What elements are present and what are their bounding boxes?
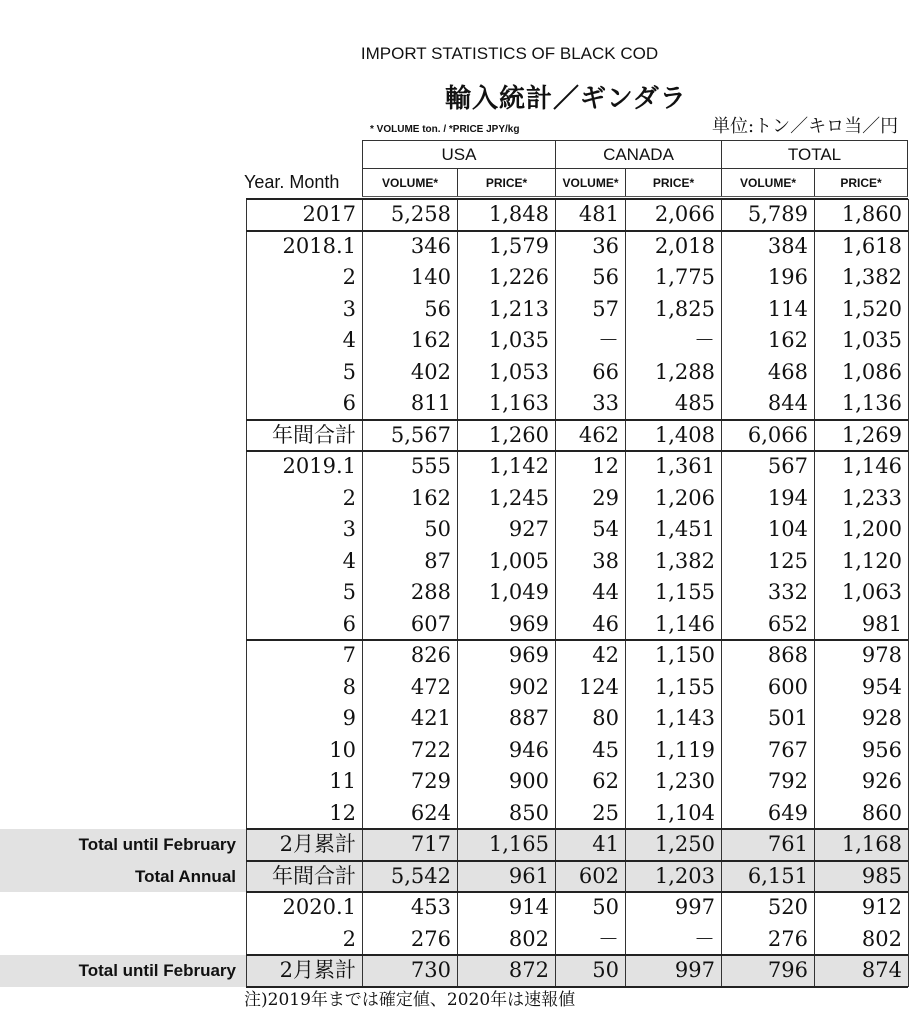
table-cell: 1,775 [654,265,715,289]
row-label: 7 [342,643,356,667]
table-cell: 914 [508,895,549,919]
table-cell: 421 [410,706,451,730]
row-label: 6 [342,611,356,636]
subheader-usa-price: PRICE* [457,168,555,196]
table-cell: 969 [508,643,549,667]
table-cell: － [694,926,715,951]
row-label: 2月累計 [279,832,356,856]
section-divider [246,954,908,956]
grid-line [625,199,626,987]
table-cell: 50 [424,517,451,541]
row-label: 8 [342,674,356,699]
table-cell: 276 [410,926,451,951]
units-japanese: 単位:トン／キロ当／円 [712,116,899,137]
table-cell: 900 [508,769,549,793]
table-cell: 652 [767,611,808,636]
table-cell: 1,200 [841,517,902,541]
table-cell: 162 [410,328,451,352]
grid-line [908,199,909,987]
table-cell: 2,066 [654,202,715,226]
table-cell: － [598,328,619,352]
row-label: 2 [342,926,356,951]
table-cell: 25 [592,800,619,825]
table-cell: 956 [861,737,902,762]
row-label: 12 [329,800,356,825]
grid-line [362,199,363,987]
table-cell: 12 [592,454,619,478]
table-cell: 850 [508,800,549,825]
table-cell: 1,136 [841,391,902,415]
row-label: 5 [342,359,356,384]
table-cell: 44 [592,580,619,604]
table-cell: 481 [578,202,619,226]
table-cell: 730 [410,958,451,982]
group-header-usa: USA [362,140,555,168]
table-cell: 42 [592,643,619,667]
table-cell: 1,168 [841,832,902,856]
table-cell: 6,066 [747,422,808,447]
side-label: Total until February [78,961,236,980]
table-cell: 928 [861,706,902,730]
table-cell: 1,408 [654,422,715,447]
table-cell: 196 [767,265,808,289]
table-cell: 194 [767,485,808,510]
table-cell: 1,146 [654,611,715,636]
row-label: 年間合計 [272,422,356,447]
table-cell: 125 [767,548,808,573]
row-label: 2 [342,265,356,289]
row-label: 6 [342,391,356,415]
table-cell: 981 [861,611,902,636]
title-english: IMPORT STATISTICS OF BLACK COD [360,44,659,63]
table-cell: 45 [592,737,619,762]
section-divider [246,198,908,200]
table-cell: 1,063 [841,580,902,604]
grid-line [457,199,458,987]
table-cell: 1,245 [488,485,549,510]
table-cell: 802 [508,926,549,951]
row-label: 11 [329,769,356,793]
subheader-total-volume: VOLUME* [721,168,814,196]
table-cell: 1,005 [488,548,549,573]
section-divider [246,230,908,232]
table-cell: 1,035 [488,328,549,352]
table-cell: 1,155 [654,674,715,699]
table-cell: 717 [410,832,451,856]
row-label: 2019.1 [282,454,356,478]
row-label: 10 [329,737,356,762]
table-cell: － [694,328,715,352]
table-cell: 1,250 [654,832,715,856]
header-divider [362,196,908,197]
table-cell: 5,258 [390,202,451,226]
table-cell: 978 [861,643,902,667]
table-cell: 1,579 [488,233,549,258]
table-cell: 140 [410,265,451,289]
table-cell: 1,269 [841,422,902,447]
table-cell: 868 [767,643,808,667]
table-cell: 5,567 [390,422,451,447]
grid-line [721,199,722,987]
table-cell: 104 [767,517,808,541]
table-cell: 802 [861,926,902,951]
table-cell: 6,151 [747,863,808,888]
section-divider [246,828,908,830]
table-cell: 1,053 [488,359,549,384]
row-label: 9 [342,706,356,730]
table-cell: 54 [592,517,619,541]
units-note: * VOLUME ton. / *PRICE JPY/kg [370,124,520,135]
table-cell: 5,542 [390,863,451,888]
table-cell: 1,825 [654,296,715,321]
table-cell: 767 [767,737,808,762]
table-cell: 1,451 [654,517,715,541]
table-cell: 384 [767,233,808,258]
row-label: 2 [342,485,356,510]
table-cell: 761 [767,832,808,856]
table-cell: 41 [592,832,619,856]
table-cell: 927 [508,517,549,541]
table-cell: 946 [508,737,549,762]
table-cell: － [598,926,619,951]
row-label: 3 [342,296,356,321]
table-cell: 80 [592,706,619,730]
section-divider [246,450,908,452]
table-cell: 1,860 [841,202,902,226]
table-cell: 600 [767,674,808,699]
table-cell: 1,150 [654,643,715,667]
table-cell: 1,104 [654,800,715,825]
table-cell: 985 [861,863,902,888]
table-cell: 811 [410,391,451,415]
table-cell: 46 [592,611,619,636]
table-cell: 729 [410,769,451,793]
grid-line [555,199,556,987]
table-cell: 1,165 [488,832,549,856]
table-cell: 50 [592,958,619,982]
table-cell: 567 [767,454,808,478]
table-cell: 1,155 [654,580,715,604]
table-cell: 1,260 [488,422,549,447]
table-cell: 2,018 [654,233,715,258]
table-cell: 954 [861,674,902,699]
table-cell: 887 [508,706,549,730]
table-cell: 33 [592,391,619,415]
table-cell: 5,789 [747,202,808,226]
table-cell: 624 [410,800,451,825]
table-cell: 57 [592,296,619,321]
table-cell: 796 [767,958,808,982]
table-cell: 860 [861,800,902,825]
table-cell: 485 [674,391,715,415]
table-cell: 1,142 [488,454,549,478]
side-label: Total Annual [134,866,236,886]
table-cell: 1,233 [841,485,902,510]
table-cell: 87 [424,548,451,573]
row-label: 2020.1 [282,895,356,919]
table-cell: 555 [410,454,451,478]
group-header-total: TOTAL [721,140,908,168]
table-cell: 872 [508,958,549,982]
subheader-canada-price: PRICE* [625,168,721,196]
table-cell: 902 [508,674,549,699]
table-cell: 38 [592,548,619,573]
table-cell: 56 [424,296,451,321]
row-label: 3 [342,517,356,541]
year-month-label: Year. Month [244,172,340,192]
table-cell: 1,035 [841,328,902,352]
table-cell: 472 [410,674,451,699]
table-cell: 62 [592,769,619,793]
table-cell: 602 [578,863,619,888]
grid-line [814,199,815,987]
table-cell: 114 [767,296,808,321]
table-cell: 1,120 [841,548,902,573]
table-cell: 1,119 [654,737,715,762]
table-cell: 844 [767,391,808,415]
row-label: 2017 [302,202,356,226]
section-divider [246,419,908,421]
table-cell: 1,382 [654,548,715,573]
table-cell: 1,618 [841,233,902,258]
table-cell: 1,230 [654,769,715,793]
table-cell: 332 [767,580,808,604]
table-cell: 29 [592,485,619,510]
side-label: Total until February [78,835,236,854]
table-cell: 1,203 [654,863,715,888]
table-cell: 276 [767,926,808,951]
subheader-usa-volume: VOLUME* [362,168,457,196]
table-cell: 826 [410,643,451,667]
row-label: 2月累計 [279,958,356,982]
table-cell: 1,288 [654,359,715,384]
table-cell: 1,361 [654,454,715,478]
table-cell: 912 [861,895,902,919]
table-cell: 520 [767,895,808,919]
table-cell: 926 [861,769,902,793]
table-cell: 346 [410,233,451,258]
table-cell: 501 [767,706,808,730]
table-cell: 1,143 [654,706,715,730]
table-cell: 649 [767,800,808,825]
table-cell: 1,382 [841,265,902,289]
footnote: 注)2019年までは確定値、2020年は速報値 [244,990,576,1010]
row-label: 年間合計 [272,863,356,888]
table-cell: 468 [767,359,808,384]
group-header-canada: CANADA [555,140,721,168]
table-cell: 1,520 [841,296,902,321]
table-cell: 1,086 [841,359,902,384]
table-cell: 1,163 [488,391,549,415]
subheader-total-price: PRICE* [814,168,908,196]
table-cell: 997 [674,895,715,919]
table-cell: 1,146 [841,454,902,478]
table-cell: 1,049 [488,580,549,604]
table-cell: 50 [592,895,619,919]
table-cell: 874 [861,958,902,982]
section-divider [246,639,908,641]
table-cell: 997 [674,958,715,982]
table-cell: 792 [767,769,808,793]
table-cell: 1,213 [488,296,549,321]
table-cell: 462 [578,422,619,447]
table-cell: 36 [592,233,619,258]
row-label: 2018.1 [282,233,356,258]
subheader-canada-volume: VOLUME* [555,168,625,196]
table-cell: 1,206 [654,485,715,510]
section-divider [246,860,908,862]
table-cell: 288 [410,580,451,604]
table-cell: 607 [410,611,451,636]
table-cell: 453 [410,895,451,919]
row-label: 4 [342,328,356,352]
table-cell: 124 [578,674,619,699]
section-divider [246,891,908,893]
table-cell: 402 [410,359,451,384]
table-cell: 1,226 [488,265,549,289]
table-cell: 1,848 [488,202,549,226]
table-cell: 961 [508,863,549,888]
row-label: 5 [342,580,356,604]
grid-line [246,199,247,987]
table-cell: 722 [410,737,451,762]
table-cell: 66 [592,359,619,384]
title-japanese: 輸入統計／ギンダラ [445,84,687,114]
table-cell: 969 [508,611,549,636]
table-cell: 162 [767,328,808,352]
row-label: 4 [342,548,356,573]
table-cell: 162 [410,485,451,510]
table-cell: 56 [592,265,619,289]
